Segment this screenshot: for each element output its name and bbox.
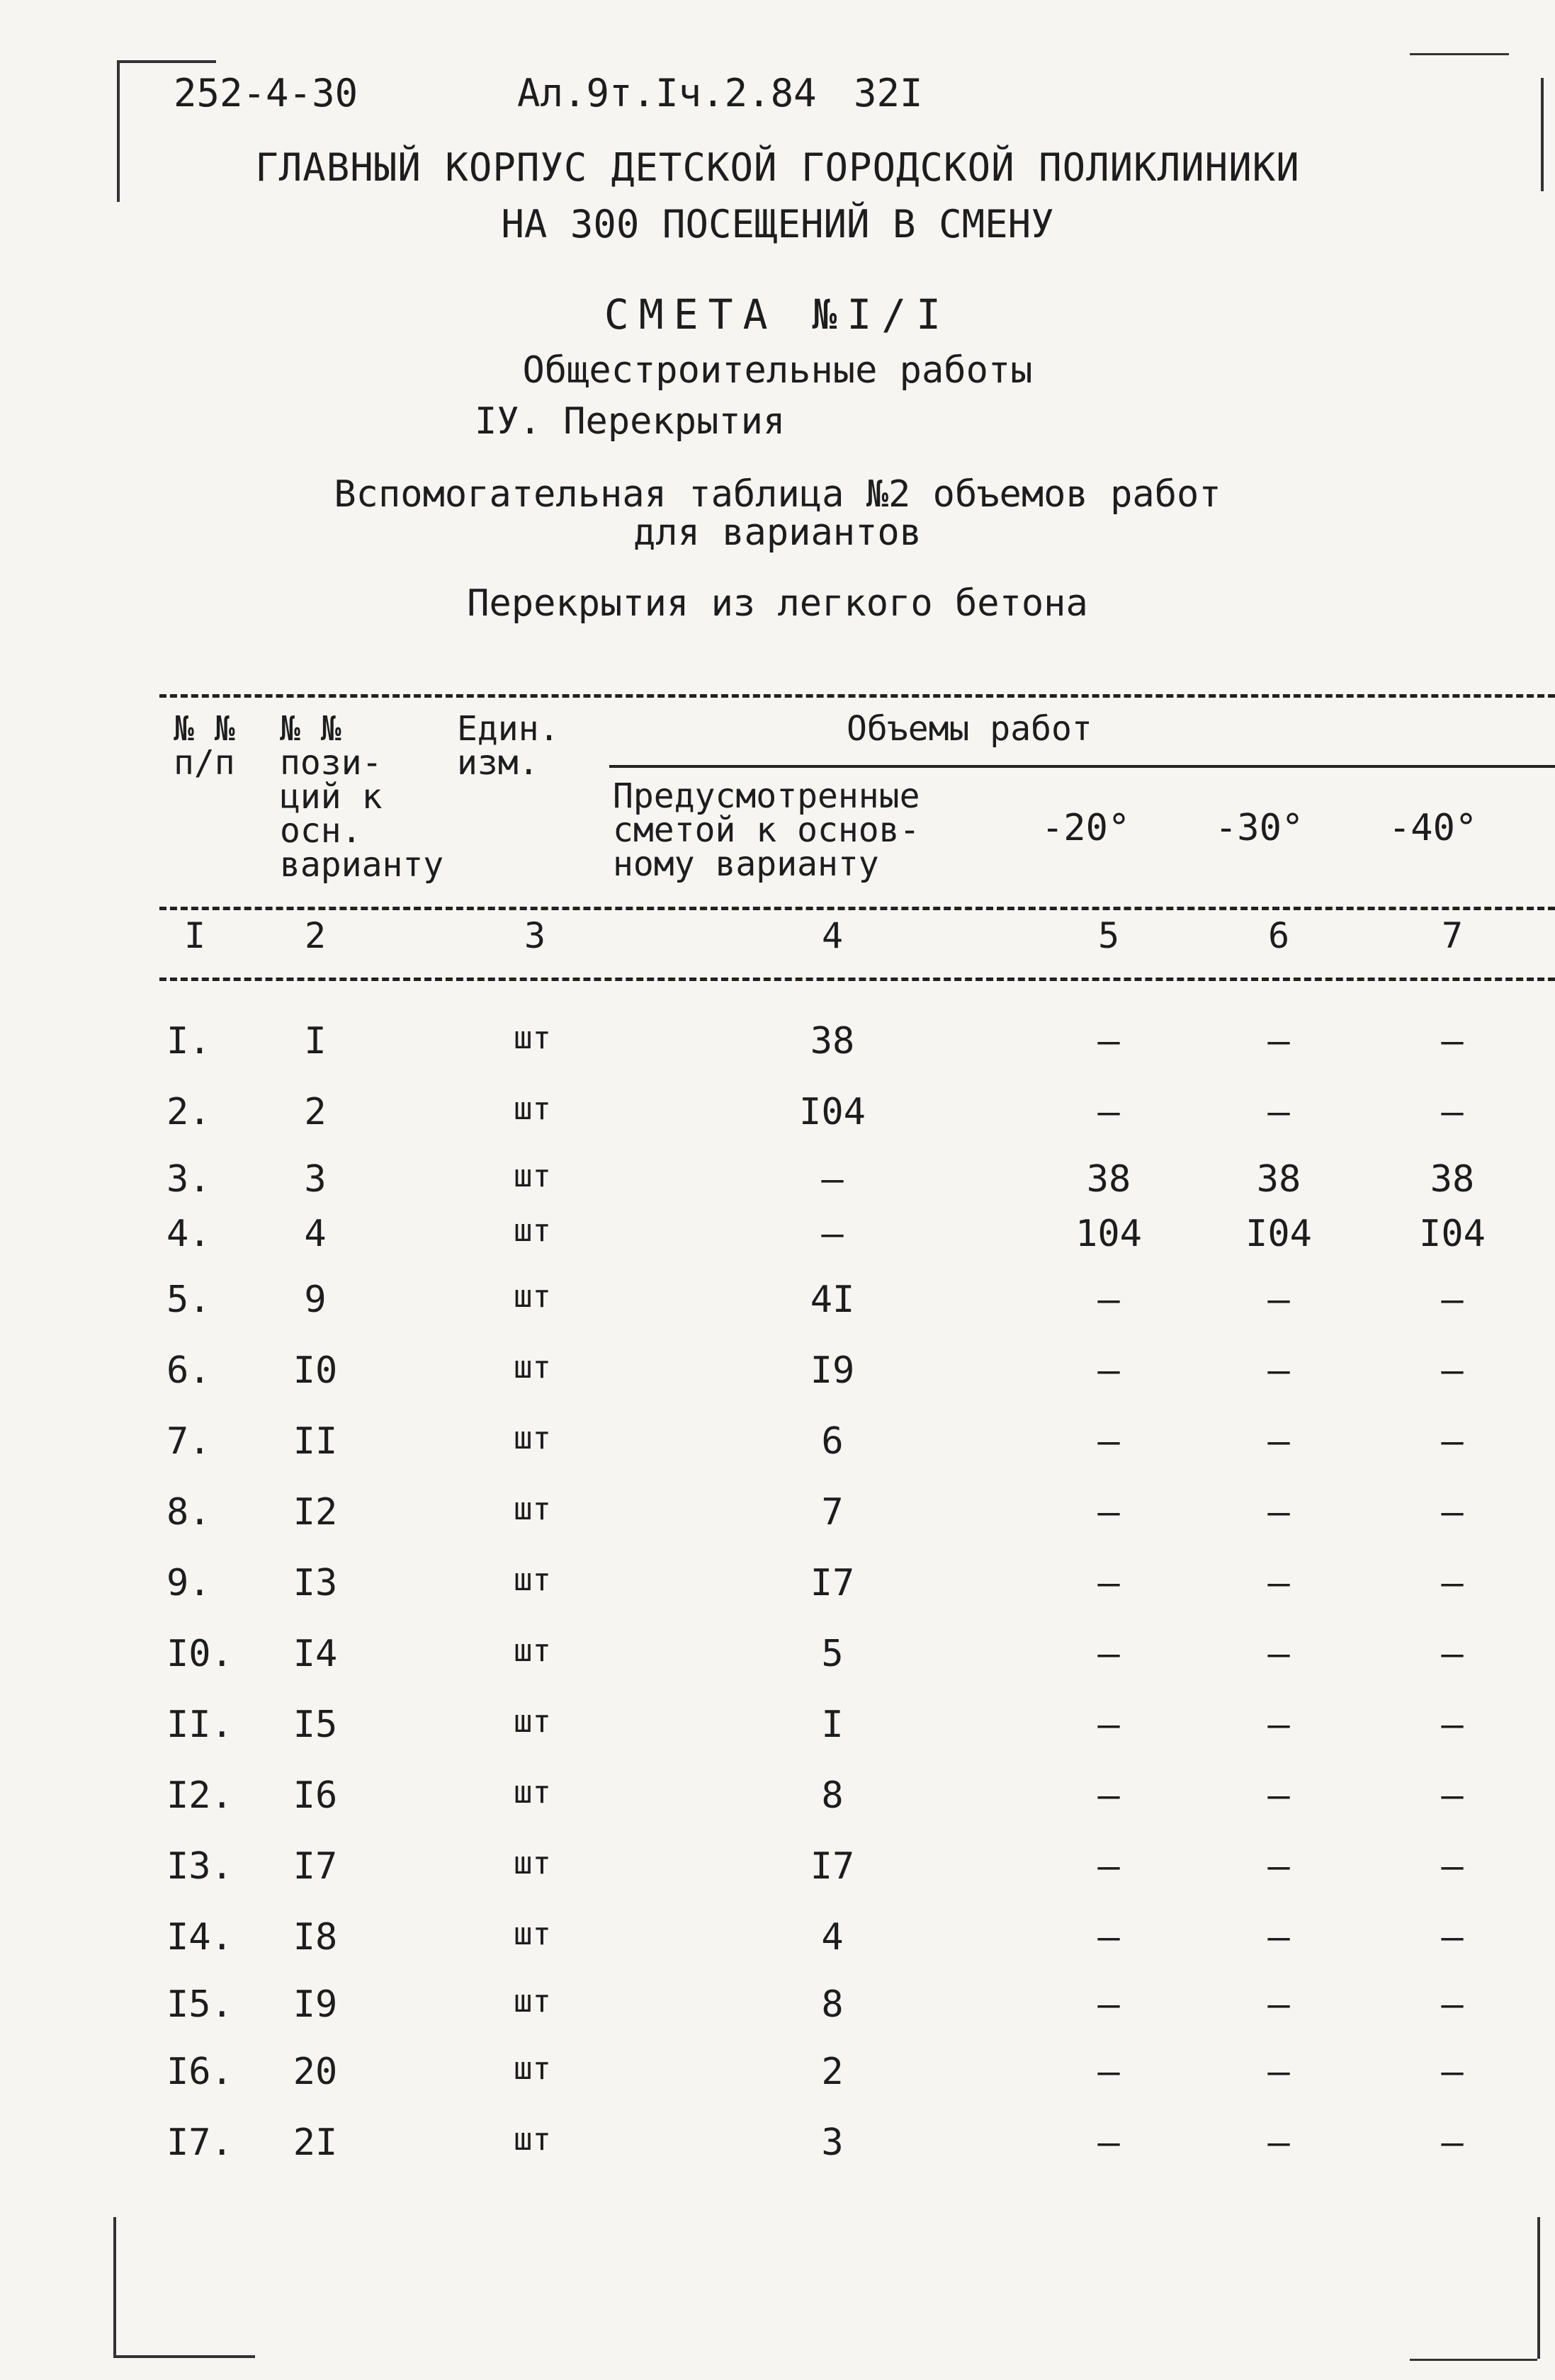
variant-20-value: – bbox=[1097, 1704, 1120, 1746]
base-variant-value: I04 bbox=[799, 1091, 866, 1133]
variant-40-value: – bbox=[1441, 1020, 1464, 1062]
variant-20-value: – bbox=[1097, 1845, 1120, 1888]
position-number: II bbox=[293, 1420, 338, 1463]
position-number: I7 bbox=[293, 1845, 338, 1888]
row-number: 3. bbox=[166, 1158, 211, 1201]
unit: шт bbox=[514, 1020, 551, 1056]
unit: шт bbox=[514, 2051, 551, 2087]
table-row bbox=[159, 1420, 1555, 1484]
header-volumes-group: Объемы работ bbox=[847, 709, 1092, 749]
document-title-line2: НА 300 ПОСЕЩЕНИЙ В СМЕНУ bbox=[501, 202, 1054, 246]
variant-30-value: – bbox=[1267, 2051, 1290, 2093]
variant-30-value: – bbox=[1267, 1704, 1290, 1746]
variant-20-value: – bbox=[1097, 2051, 1120, 2093]
variant-40-value: – bbox=[1441, 1633, 1464, 1675]
variant-20-value: – bbox=[1097, 1279, 1120, 1321]
frame-top-left-horizontal bbox=[117, 60, 216, 63]
unit: шт bbox=[514, 1562, 551, 1598]
variant-20-value: – bbox=[1097, 1562, 1120, 1604]
position-number: I bbox=[304, 1020, 327, 1062]
aux-table-title-line1: Вспомогательная таблица №2 объемов работ bbox=[334, 473, 1221, 516]
row-number: I6. bbox=[166, 2051, 233, 2093]
table-row bbox=[159, 1774, 1555, 1838]
base-variant-value: 5 bbox=[821, 1633, 844, 1675]
variant-30-value: – bbox=[1267, 1845, 1290, 1888]
position-number: I5 bbox=[293, 1704, 338, 1746]
position-number: 4 bbox=[304, 1213, 327, 1255]
variant-40-value: – bbox=[1441, 1420, 1464, 1463]
unit: шт bbox=[514, 1633, 551, 1669]
column-number: 5 bbox=[1097, 915, 1120, 956]
variant-40-value: – bbox=[1441, 1562, 1464, 1604]
column-number: 7 bbox=[1441, 915, 1464, 956]
variant-40-value: – bbox=[1441, 1491, 1464, 1534]
variant-40-value: – bbox=[1441, 1279, 1464, 1321]
column-numbers-bottom-rule bbox=[159, 978, 1555, 981]
table-row bbox=[159, 1020, 1555, 1084]
base-variant-value: 2 bbox=[821, 2051, 844, 2093]
table-row bbox=[159, 1279, 1555, 1342]
row-number: 4. bbox=[166, 1213, 211, 1255]
unit: шт bbox=[514, 1774, 551, 1810]
column-number: 2 bbox=[304, 915, 327, 956]
column-number: 6 bbox=[1267, 915, 1290, 956]
header-row-number: № № п/п bbox=[174, 709, 235, 783]
row-number: I4. bbox=[166, 1916, 233, 1959]
variant-40-value: – bbox=[1441, 2051, 1464, 2093]
base-variant-value: I7 bbox=[810, 1562, 855, 1604]
variant-30-value: – bbox=[1267, 1349, 1290, 1392]
position-number: 2 bbox=[304, 1091, 327, 1133]
page-number: 32I bbox=[854, 71, 923, 115]
album-code: Ал.9т.Iч.2.84 bbox=[517, 71, 817, 115]
unit: шт bbox=[514, 1349, 551, 1386]
table-row bbox=[159, 1562, 1555, 1626]
variant-20-value: 104 bbox=[1075, 1213, 1142, 1255]
position-number: I3 bbox=[293, 1562, 338, 1604]
table-row bbox=[159, 1845, 1555, 1909]
base-variant-value: I7 bbox=[810, 1845, 855, 1888]
unit: шт bbox=[514, 1420, 551, 1456]
frame-top-right-horizontal bbox=[1410, 53, 1509, 55]
variant-30-value: – bbox=[1267, 1983, 1290, 2026]
unit: шт bbox=[514, 1158, 551, 1194]
unit: шт bbox=[514, 1491, 551, 1527]
header-unit: Един. изм. bbox=[457, 709, 560, 783]
table-row bbox=[159, 2051, 1555, 2114]
table-row bbox=[159, 1983, 1555, 2047]
variant-20-value: – bbox=[1097, 2121, 1120, 2164]
position-number: I0 bbox=[293, 1349, 338, 1392]
variant-40-value: – bbox=[1441, 2121, 1464, 2164]
variant-40-value: I04 bbox=[1419, 1213, 1486, 1255]
variant-30-value: – bbox=[1267, 2121, 1290, 2164]
column-number: I bbox=[183, 915, 206, 956]
unit: шт bbox=[514, 1704, 551, 1740]
unit: шт bbox=[514, 1213, 551, 1249]
table-row bbox=[159, 1916, 1555, 1980]
variant-20-value: – bbox=[1097, 1420, 1120, 1463]
position-number: 3 bbox=[304, 1158, 327, 1201]
row-number: I3. bbox=[166, 1845, 233, 1888]
base-variant-value: I9 bbox=[810, 1349, 855, 1392]
frame-bottom-right-horizontal bbox=[1410, 2359, 1537, 2361]
base-variant-value: 8 bbox=[821, 1774, 844, 1817]
variant-30-value: – bbox=[1267, 1774, 1290, 1817]
position-number: I9 bbox=[293, 1983, 338, 2026]
variant-40-value: – bbox=[1441, 1349, 1464, 1392]
variant-40-value: – bbox=[1441, 1091, 1464, 1133]
variant-40-value: 38 bbox=[1430, 1158, 1475, 1201]
position-number: I4 bbox=[293, 1633, 338, 1675]
header-position-number: № № пози- ций к осн. варианту bbox=[280, 709, 444, 885]
variant-40-value: – bbox=[1441, 1916, 1464, 1959]
unit: шт bbox=[514, 1916, 551, 1952]
base-variant-value: 6 bbox=[821, 1420, 844, 1463]
row-number: II. bbox=[166, 1704, 233, 1746]
position-number: I6 bbox=[293, 1774, 338, 1817]
variant-30-value: 38 bbox=[1256, 1158, 1301, 1201]
row-number: I. bbox=[166, 1020, 211, 1062]
row-number: 8. bbox=[166, 1491, 211, 1534]
column-number: 4 bbox=[821, 915, 844, 956]
table-row bbox=[159, 1349, 1555, 1413]
document-title-line1: ГЛАВНЫЙ КОРПУС ДЕТСКОЙ ГОРОДСКОЙ ПОЛИКЛИНИКИ bbox=[255, 145, 1300, 190]
table-top-rule bbox=[159, 694, 1555, 698]
frame-bottom-left-horizontal bbox=[113, 2355, 255, 2358]
aux-table-subtitle: Перекрытия из легкого бетона bbox=[467, 582, 1088, 625]
row-number: I5. bbox=[166, 1983, 233, 2026]
table-row bbox=[159, 2121, 1555, 2185]
variant-30-value: – bbox=[1267, 1633, 1290, 1675]
variant-40-value: – bbox=[1441, 1774, 1464, 1817]
unit: шт bbox=[514, 2121, 551, 2158]
variant-40-value: – bbox=[1441, 1845, 1464, 1888]
position-number: 2I bbox=[293, 2121, 338, 2164]
base-variant-value: I bbox=[821, 1704, 844, 1746]
variant-20-value: – bbox=[1097, 1349, 1120, 1392]
header-variant-40: -40° bbox=[1389, 807, 1478, 849]
variant-20-value: – bbox=[1097, 1774, 1120, 1817]
row-number: I7. bbox=[166, 2121, 233, 2164]
position-number: I8 bbox=[293, 1916, 338, 1959]
section-title: IУ. Перекрытия bbox=[475, 400, 786, 443]
header-group-rule bbox=[609, 765, 1555, 768]
unit: шт bbox=[514, 1091, 551, 1127]
table-row bbox=[159, 1213, 1555, 1276]
unit: шт bbox=[514, 1845, 551, 1881]
variant-30-value: – bbox=[1267, 1091, 1290, 1133]
header-base-variant: Предусмотренные сметой к основ- ному варианту bbox=[613, 776, 920, 884]
header-variant-30: -30° bbox=[1215, 807, 1304, 849]
estimate-number: СМЕТА №I/I bbox=[604, 290, 951, 339]
table-row bbox=[159, 1633, 1555, 1696]
project-code: 252-4-30 bbox=[174, 71, 358, 115]
position-number: 20 bbox=[293, 2051, 338, 2093]
base-variant-value: 38 bbox=[810, 1020, 855, 1062]
variant-20-value: 38 bbox=[1086, 1158, 1131, 1201]
variant-30-value: – bbox=[1267, 1420, 1290, 1463]
base-variant-value: 4I bbox=[810, 1279, 855, 1321]
works-type: Общестроительные работы bbox=[522, 349, 1033, 392]
base-variant-value: – bbox=[821, 1213, 844, 1255]
unit: шт bbox=[514, 1983, 551, 2019]
table-row bbox=[159, 1704, 1555, 1767]
unit: шт bbox=[514, 1279, 551, 1315]
variant-20-value: – bbox=[1097, 1633, 1120, 1675]
position-number: I2 bbox=[293, 1491, 338, 1534]
row-number: 7. bbox=[166, 1420, 211, 1463]
frame-bottom-right-vertical bbox=[1537, 2217, 1540, 2359]
variant-40-value: – bbox=[1441, 1983, 1464, 2026]
variant-30-value: – bbox=[1267, 1491, 1290, 1534]
base-variant-value: 3 bbox=[821, 2121, 844, 2164]
variant-20-value: – bbox=[1097, 1491, 1120, 1534]
variant-30-value: – bbox=[1267, 1279, 1290, 1321]
row-number: 2. bbox=[166, 1091, 211, 1133]
variant-20-value: – bbox=[1097, 1916, 1120, 1959]
variant-20-value: – bbox=[1097, 1020, 1120, 1062]
position-number: 9 bbox=[304, 1279, 327, 1321]
table-row bbox=[159, 1491, 1555, 1555]
variant-30-value: – bbox=[1267, 1562, 1290, 1604]
row-number: 9. bbox=[166, 1562, 211, 1604]
row-number: I2. bbox=[166, 1774, 233, 1817]
variant-40-value: – bbox=[1441, 1704, 1464, 1746]
base-variant-value: 7 bbox=[821, 1491, 844, 1534]
variant-30-value: I04 bbox=[1245, 1213, 1312, 1255]
base-variant-value: – bbox=[821, 1158, 844, 1201]
row-number: I0. bbox=[166, 1633, 233, 1675]
column-number: 3 bbox=[524, 915, 546, 956]
variant-30-value: – bbox=[1267, 1916, 1290, 1959]
base-variant-value: 8 bbox=[821, 1983, 844, 2026]
variant-20-value: – bbox=[1097, 1091, 1120, 1133]
table-row bbox=[159, 1091, 1555, 1155]
row-number: 6. bbox=[166, 1349, 211, 1392]
header-variant-20: -20° bbox=[1041, 807, 1131, 849]
header-bottom-rule bbox=[159, 907, 1555, 910]
aux-table-title-line2: для вариантов bbox=[633, 511, 922, 554]
variant-30-value: – bbox=[1267, 1020, 1290, 1062]
base-variant-value: 4 bbox=[821, 1916, 844, 1959]
variant-20-value: – bbox=[1097, 1983, 1120, 2026]
row-number: 5. bbox=[166, 1279, 211, 1321]
frame-bottom-left-vertical bbox=[113, 2217, 116, 2355]
